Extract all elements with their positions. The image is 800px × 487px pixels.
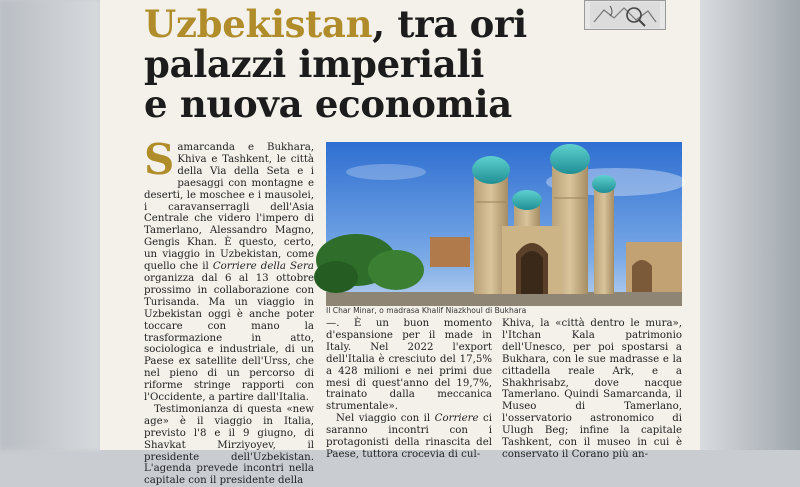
headline-accent: Uzbekistan xyxy=(144,2,373,46)
headline xyxy=(144,4,614,124)
article-column-left xyxy=(144,135,314,487)
article-paragraph-2: Testimonianza di questa «new age» è il viaggio in Italia, previsto l'8 e il 9 giugno, di Shavkat Mirziyoyev, il presidente dell'Uzbekistan. L'agenda prevede incontri nella capitale con il presidente della xyxy=(144,403,314,487)
headline-line-2: palazzi imperiali xyxy=(144,42,484,86)
char-minar-photo xyxy=(326,142,682,306)
headline-line-3: e nuova economia xyxy=(144,82,512,126)
newspaper-name-italic: Corriere della Sera xyxy=(212,261,314,273)
article-paragraph-1: amarcanda e Bukhara, Khiva e Tashkent, le città della Via della Seta e i paesaggi con montagne e deserti, le moschee e i mausolei, i caravanserragli dell'Asia Centrale che videro l'impero di Tamerlano, Alessandro Magno, Gengis Khan. È questo, certo, un viaggio in Uzbekistan, come quello che il xyxy=(144,142,314,273)
article-paragraph-4 xyxy=(326,413,492,461)
article-column-right xyxy=(502,318,682,461)
headline-line-1-rest: , tra ori xyxy=(372,2,527,46)
blurred-background-right xyxy=(700,0,800,450)
article-column-middle xyxy=(326,318,492,461)
headline-line-1 xyxy=(144,4,614,44)
drop-cap: S xyxy=(144,135,175,184)
article-paragraph-1-tail: organizza dal 6 al 13 ottobre prossimo in collaborazione con Turisanda. Ma un viaggio in Uzbekistan oggi è anche poter toccare con mano la trasformazione in atto, sociologica e industriale, di un Paese ex satellite dell'Urss, che nel pieno di un percorso di riforme stringe rapporti con l'Occidente, a partire dall'Italia. xyxy=(144,272,314,404)
blurred-background-left xyxy=(0,0,100,450)
newspaper-page xyxy=(100,0,700,487)
magnifier-map-icon xyxy=(584,0,666,30)
article-paragraph-5: Khiva, la «città dentro le mura», l'Itchan Kala patrimonio dell'Unesco, per poi spostarsi a Bukhara, con le sue madrasse e la cittadella reale Ark, e a Shakhrisabz, dove nacque Tamerlano. Quindi Samarcanda, il Museo di Tamerlano, l'osservatorio astronomico di Ulugh Beg; infine la capitale Tashkent, con il museo in cui è conservato il Corano più an- xyxy=(502,318,682,460)
photo-caption: Il Char Minar, o madrasa Khalif Niazkhoul di Bukhara xyxy=(326,306,527,315)
newspaper-name-italic: Corriere xyxy=(434,413,479,425)
article-paragraph-4-lead: Nel viaggio con il xyxy=(336,413,435,425)
article-paragraph-4-tail: ci saranno incontri con i protagonisti della rinascita del Paese, tuttora crocevia di cul- xyxy=(326,413,493,460)
article-paragraph-3: —. È un buon momento d'espansione per il made in Italy. Nel 2022 l'export dell'Italia è cresciuto del 17,5% a 428 milioni e nei primi due mesi di quest'anno del 19,7%, trainato dalla meccanica strumentale». xyxy=(326,318,492,413)
